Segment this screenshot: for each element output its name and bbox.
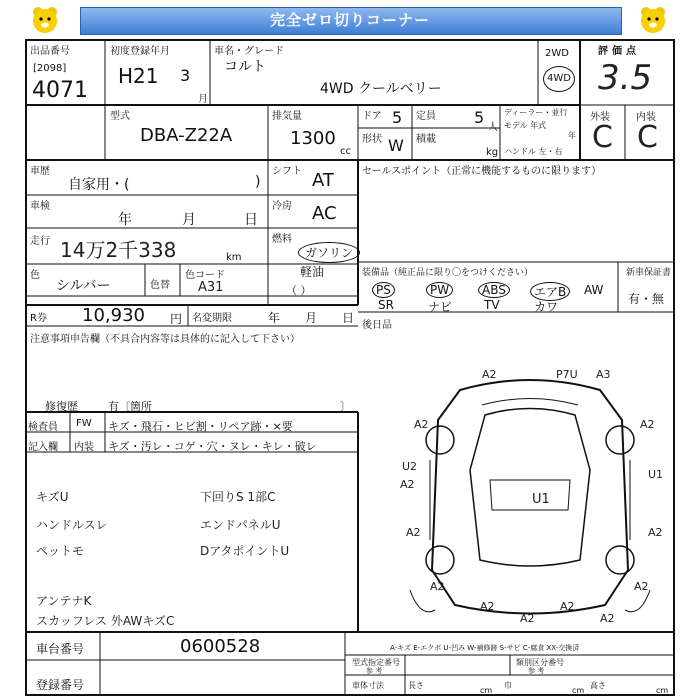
shift-value: AT — [312, 170, 334, 191]
equipment-label: 装備品（純正品に限り〇をつけください） — [362, 268, 534, 278]
dmg-mark-4: A2 — [414, 418, 429, 431]
first-reg-month: 3 — [180, 66, 191, 85]
doors-label: ドア — [362, 111, 382, 122]
check-fw: FW — [76, 418, 92, 429]
page-title: 完全ゼロ切りコーナー — [269, 11, 430, 29]
shift-label: シフト — [272, 166, 302, 177]
dealer-model-year: モデル 年式 — [504, 121, 547, 130]
capacity-label: 定員 — [416, 111, 436, 122]
capacity-value: 5 — [474, 108, 485, 127]
color-value: シルバー — [56, 278, 111, 294]
dmg-mark-13: A2 — [480, 600, 495, 613]
dmg-mark-8: U1 — [648, 468, 664, 481]
r-ticket-value: 10,930 — [82, 305, 145, 326]
doors-value: 5 — [392, 108, 403, 127]
lot-number: 4071 — [32, 78, 88, 103]
equip-airbag: エアB — [530, 282, 570, 301]
rating-exterior: C — [592, 120, 613, 155]
dealer-handle: ハンドル 左・右 — [504, 147, 563, 156]
color-code-value: A31 — [198, 280, 224, 295]
note-left-2: ハンドルスレ — [36, 518, 108, 532]
check-interior: 内装 — [74, 442, 94, 453]
dims-length: 長さ — [408, 681, 424, 690]
note-right-1: 下回りS 1部C — [200, 490, 276, 504]
equip-sr: SR — [378, 298, 394, 312]
dmg-mark-3: A3 — [596, 368, 611, 381]
equip-aw: AW — [584, 283, 604, 297]
chassis-value: 0600528 — [180, 636, 261, 657]
check-label-2: 記入欄 — [28, 442, 58, 453]
history-value: 自家用・( — [68, 177, 130, 193]
history-close: ) — [255, 174, 261, 190]
repair-close: 〕 — [340, 400, 351, 413]
dmg-mark-7: A2 — [400, 478, 415, 491]
class-number-label: 類別区分番号 — [516, 658, 564, 667]
chassis-label: 車台番号 — [36, 642, 85, 656]
rating-exterior-label: 外装 — [590, 112, 610, 123]
first-reg-label: 初度登録年月 — [110, 46, 170, 57]
load-label: 積載 — [416, 134, 436, 145]
mileage-unit: km — [226, 252, 242, 263]
fuel-gasoline: ガソリン — [298, 242, 360, 263]
dmg-mark-11: A2 — [430, 580, 445, 593]
displacement-value: 1300 — [290, 128, 336, 149]
type-designation-sub: 参 考 — [366, 667, 383, 675]
note-left-3: ペットモ — [36, 544, 85, 558]
history-label: 車歴 — [30, 166, 50, 177]
dealer-year-unit: 年 — [568, 131, 576, 140]
check-fw-text: キズ・飛石・ヒビ割・リペア跡・×要 — [108, 420, 293, 433]
load-unit: kg — [486, 147, 499, 158]
sales-point-label: セールスポイント（正常に機能するものに限ります） — [362, 166, 602, 177]
aircon-label: 冷房 — [272, 201, 292, 212]
fuel-label: 燃料 — [272, 234, 292, 245]
dims-height: 高さ — [590, 681, 606, 690]
class-number-sub: 参 考 — [528, 667, 545, 675]
dmg-mark-10: A2 — [648, 526, 663, 539]
first-reg-year: H21 — [118, 64, 159, 88]
rating-score: 3.5 — [598, 58, 653, 98]
mileage-value: 14万2千338 — [60, 238, 177, 262]
notes-label: 注意事項申告欄（不具合内容等は具体的に記入して下さい） — [30, 334, 300, 345]
r-ticket-unit: 円 — [170, 312, 183, 326]
equip-pw: PW — [426, 282, 453, 298]
note-right-2: エンドパネルU — [200, 518, 281, 532]
model-label: 型式 — [110, 111, 130, 122]
recycle-value: 有・無 — [628, 292, 665, 306]
registration-label: 登録番号 — [36, 678, 85, 692]
equip-ps: PS — [372, 282, 395, 298]
dmg-mark-6: U2 — [402, 460, 418, 473]
name-change-year: 年 — [268, 311, 281, 325]
dmg-mark-1: A2 — [482, 368, 497, 381]
dims-height-unit: cm — [656, 686, 669, 695]
mileage-label: 走行 — [30, 236, 50, 247]
model-value: DBA-Z22A — [140, 125, 233, 146]
dmg-mark-16: A2 — [600, 612, 615, 625]
name-change-month: 月 — [305, 311, 318, 325]
equip-tv: TV — [484, 298, 500, 312]
color-code-label: 色コード — [185, 270, 225, 281]
color-label: 色 — [30, 270, 40, 281]
dealer-label: ディーラー・並行 — [504, 108, 568, 117]
name-change-label: 名変期限 — [192, 313, 232, 324]
recycle-label: 新車保証書 — [626, 268, 672, 278]
fuel-diesel: 軽油 — [300, 265, 325, 279]
name-change-day: 日 — [342, 311, 355, 325]
color-swap-label: 色替 — [150, 280, 170, 291]
drive-4wd: 4WD — [543, 66, 575, 92]
note-left-5: スカッフレス 外AWキズC — [36, 614, 175, 628]
dims-width-unit: cm — [572, 686, 585, 695]
dmg-mark-12: A2 — [634, 580, 649, 593]
rear-seat-label: 後日品 — [362, 320, 392, 331]
dmg-mark-9: A2 — [406, 526, 421, 539]
dims-length-unit: cm — [480, 686, 493, 695]
dmg-mark-center: U1 — [532, 492, 550, 507]
first-reg-month-unit: 月 — [198, 94, 208, 105]
inspection-month: 月 — [182, 212, 196, 228]
displacement-unit: cc — [340, 146, 351, 157]
dims-label: 車体寸法 — [352, 681, 384, 690]
note-right-3: DアタポイントU — [200, 544, 290, 558]
capacity-unit: 人 — [488, 122, 498, 133]
dmg-mark-14: A2 — [560, 600, 575, 613]
note-left-1: キズU — [36, 490, 69, 504]
repair-label: 修復歴 — [45, 400, 78, 413]
dmg-mark-15: A2 — [520, 612, 535, 625]
equip-abs: ABS — [478, 282, 510, 298]
damage-legend: A-キズ E-エクボ U-凹み W-補修跡 S-サビ C-腐食 XX-交換済 — [390, 644, 580, 652]
repair-value: 有〔箇所 — [108, 400, 152, 413]
rating-interior: C — [637, 120, 658, 155]
inspection-label: 車検 — [30, 201, 50, 212]
aircon-value: AC — [312, 203, 337, 224]
lot-sub: [2098] — [33, 63, 67, 74]
fuel-other: （ ） — [286, 284, 312, 297]
lot-label: 出品番号 — [30, 46, 70, 57]
equip-leather: カワ — [534, 300, 559, 314]
check-label-1: 検査員 — [28, 422, 58, 433]
rating-label: 評価点 — [598, 46, 640, 57]
displacement-label: 排気量 — [272, 111, 302, 122]
inspection-day: 日 — [244, 212, 258, 228]
drive-2wd: 2WD — [545, 48, 569, 59]
dims-width: 巾 — [504, 681, 512, 690]
equip-navi: ナビ — [428, 300, 453, 314]
car-grade: 4WD クールベリー — [320, 81, 442, 97]
type-designation-label: 型式指定番号 — [352, 658, 400, 667]
shape-label: 形状 — [362, 134, 382, 145]
car-name: コルト — [224, 59, 266, 75]
dmg-mark-2: P7U — [556, 368, 578, 381]
check-interior-text: キズ・汚レ・コゲ・穴・ヌレ・キレ・破レ — [108, 440, 317, 453]
rating-interior-label: 内装 — [636, 112, 656, 123]
note-left-4: アンテナK — [36, 594, 92, 608]
car-label: 車名・グレード — [214, 46, 284, 57]
shape-value: W — [388, 136, 404, 155]
r-ticket-label: R券 — [30, 313, 47, 324]
inspection-year: 年 — [118, 212, 132, 228]
dmg-mark-5: A2 — [640, 418, 655, 431]
